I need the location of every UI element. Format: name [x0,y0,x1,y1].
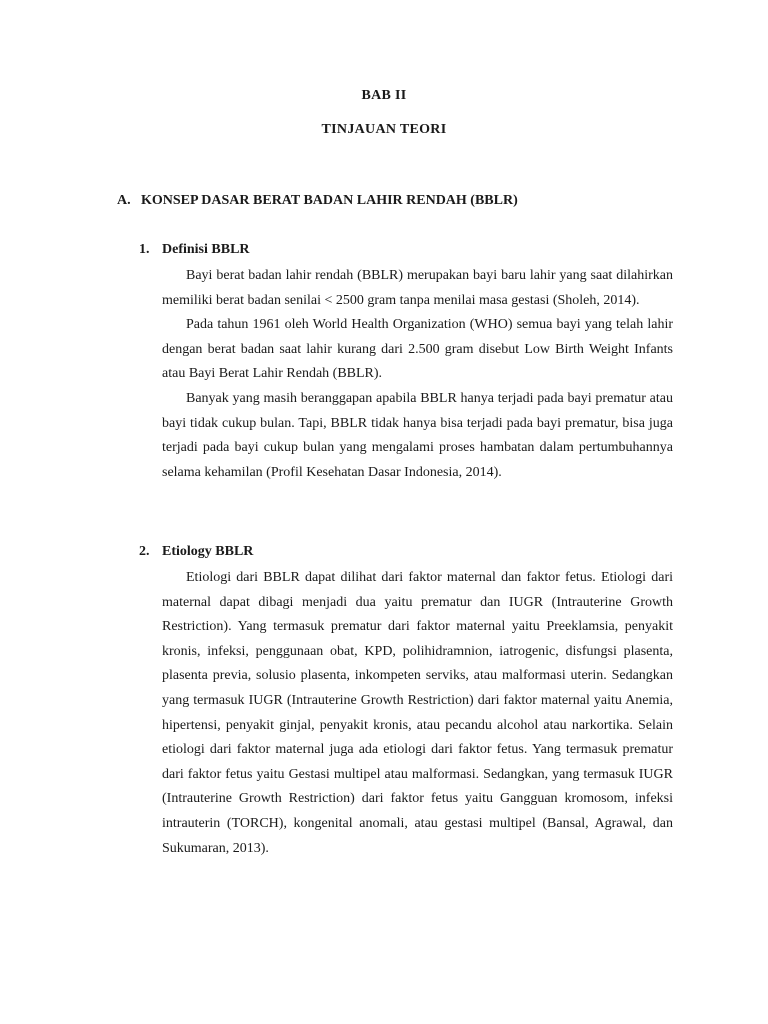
section-heading [117,193,518,209]
subsection-heading-text: Definisi BBLR [162,242,250,257]
subsection-body-definisi [162,264,673,485]
paragraph: Banyak yang masih beranggapan apabila BBLR hanya terjadi pada bayi prematur atau bayi tidak cukup bulan. Tapi, BBLR tidak hanya bisa terjadi pada bayi prematur, bisa juga terjadi pada bayi cukup bulan yang mengalami proses hambatan dalam pertumbuhannya selama kehamilan (Profil Kesehatan Dasar Indonesia, 2014). [162,390,673,480]
section-heading-text: KONSEP DASAR BERAT BADAN LAHIR RENDAH (BBLR) [141,193,518,208]
subsection-heading-text: Etiology BBLR [162,544,254,559]
subsection-number: 2. [139,544,150,559]
subsection-number: 1. [139,242,150,257]
subsection-heading-etiology [139,544,253,560]
subsection-heading-definisi [139,242,250,258]
paragraph: Bayi berat badan lahir rendah (BBLR) merupakan bayi baru lahir yang saat dilahirkan memiliki berat badan senilai < 2500 gram tanpa menilai masa gestasi (Sholeh, 2014). [162,268,673,308]
chapter-title: TINJAUAN TEORI [321,122,447,137]
paragraph: Etiologi dari BBLR dapat dilihat dari faktor maternal dan faktor fetus. Etiologi dari maternal dapat dibagi menjadi dua yaitu prematur dan IUGR (Intrauterine Growth Restriction). Yang termasuk prematur dari faktor maternal yaitu Preeklamsia, penyakit kronis, infeksi, penggunaan obat, KPD, polihidramnion, iatrogenic, disfungsi plasenta, plasenta previa, solusio plasenta, inkompeten serviks, atau malformasi uterin. Sedangkan yang termasuk IUGR (Intrauterine Growth Restriction) dari faktor maternal yaitu Anemia, hipertensi, penyakit ginjal, penyakit kronis, atau pecandu alcohol atau narkortika. Selain etiologi dari faktor maternal juga ada etiologi dari faktor fetus. Yang termasuk prematur dari faktor fetus yaitu Gestasi multipel atau malformasi. Sedangkan, yang termasuk IUGR (Intrauterine Growth Restriction) dari faktor fetus yaitu Gangguan kromosom, infeksi intrauterin (TORCH), kongenital anomali, atau gestasi multipel (Bansal, Agrawal, dan Sukumaran, 2013). [162,570,673,856]
paragraph: Pada tahun 1961 oleh World Health Organization (WHO) semua bayi yang telah lahir dengan berat badan saat lahir kurang dari 2.500 gram disebut Low Birth Weight Infants atau Bayi Berat Lahir Rendah (BBLR). [162,317,673,382]
section-marker: A. [117,193,131,208]
subsection-body-etiology [162,566,673,861]
chapter-label: BAB II [361,88,407,103]
